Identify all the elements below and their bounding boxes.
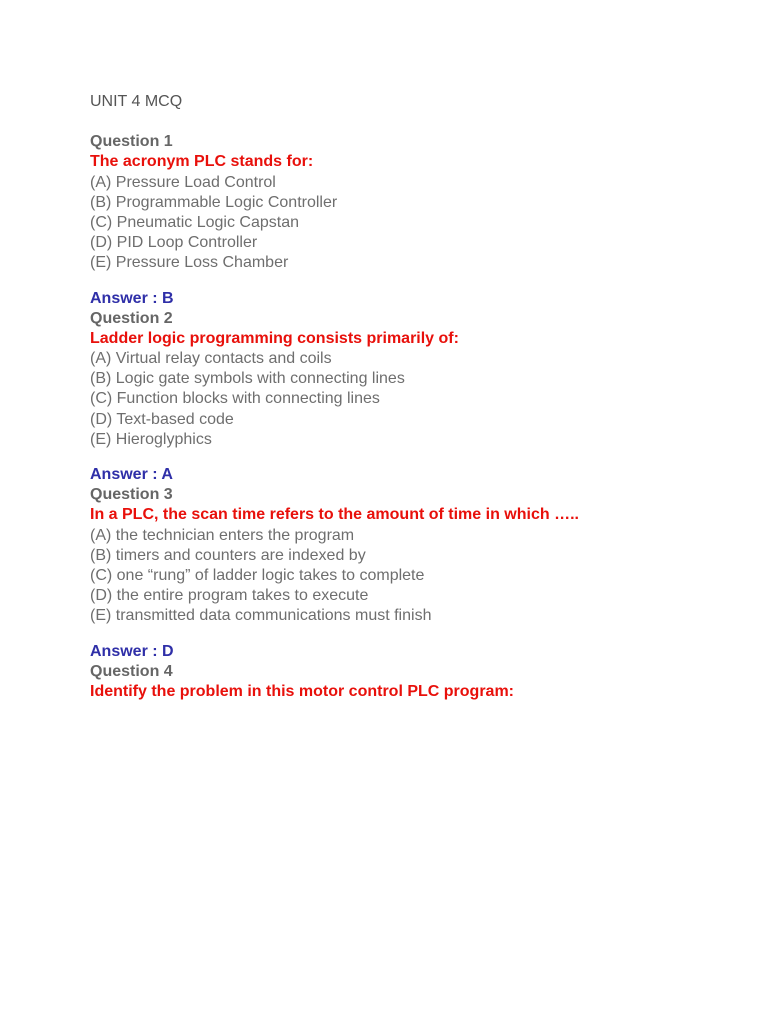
- question-block: [90, 132, 750, 309]
- answer-text: Answer : A: [90, 466, 173, 483]
- question-text: Identify the problem in this motor control PLC program:: [90, 682, 515, 700]
- option-a: (A) the technician enters the program: [90, 526, 355, 544]
- option-d: (D) PID Loop Controller: [90, 234, 258, 252]
- question-block: [90, 485, 750, 662]
- answer-text: Answer : D: [90, 642, 174, 660]
- document-title: UNIT 4 MCQ: [90, 93, 183, 110]
- option-b: (B) Logic gate symbols with connecting lines: [90, 370, 405, 388]
- option-b: (B) Programmable Logic Controller: [90, 193, 338, 211]
- option-c: (C) Pneumatic Logic Capstan: [90, 213, 299, 231]
- option-e: (E) Hieroglyphics: [90, 430, 212, 448]
- answer-text: Answer : B: [90, 289, 174, 307]
- option-a: (A) Pressure Load Control: [90, 173, 276, 191]
- option-e: (E) Pressure Loss Chamber: [90, 254, 289, 272]
- option-c: (C) one “rung” of ladder logic takes to complete: [90, 566, 425, 584]
- option-b: (B) timers and counters are indexed by: [90, 546, 366, 564]
- question-text: The acronym PLC stands for:: [90, 153, 314, 171]
- question-block: [90, 309, 750, 486]
- option-d: (D) the entire program takes to execute: [90, 587, 369, 605]
- document-page: [90, 92, 750, 702]
- option-c: (C) Function blocks with connecting lines: [90, 390, 380, 408]
- question-text: Ladder logic programming consists primarily of:: [90, 329, 459, 347]
- question-label: Question 1: [90, 133, 173, 151]
- option-e: (E) transmitted data communications must finish: [90, 607, 432, 625]
- option-d: (D) Text-based code: [90, 410, 234, 428]
- question-label: Question 2: [90, 309, 173, 327]
- question-text: In a PLC, the scan time refers to the amount of time in which …..: [90, 506, 579, 524]
- question-label: Question 3: [90, 486, 173, 504]
- question-label: Question 4: [90, 662, 173, 680]
- option-a: (A) Virtual relay contacts and coils: [90, 350, 332, 368]
- question-block: [90, 662, 750, 702]
